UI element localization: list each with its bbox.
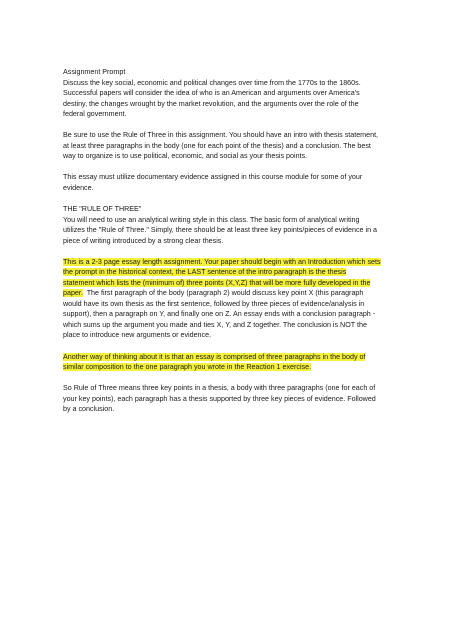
paragraph-another-way <box>63 352 418 373</box>
paragraph-evidence <box>63 172 418 193</box>
text-line <box>63 362 418 373</box>
rule-of-three-heading: THE "RULE OF THREE" <box>63 204 142 213</box>
plain-text: The first paragraph of the body (paragraph 2) would discuss key point X (this paragraph <box>82 289 364 298</box>
highlighted-text: the prompt in the historical context, the LAST sentence of the intro paragraph is the thesis <box>63 268 347 277</box>
text-line: utilizes the "Rule of Three." Simply, there should be at least three key points/pieces of evidence in a <box>63 226 378 235</box>
text-line <box>63 257 418 268</box>
text-line <box>63 352 418 363</box>
highlighted-text: Another way of thinking about it is that an essay is comprised of three paragraphs in the body of <box>63 352 366 361</box>
paragraph-essay-structure <box>63 257 418 341</box>
paragraph-rule-of-three-definition <box>63 204 418 246</box>
text-line: which sums up the argument you made and ties X, Y, and Z together. The conclusion is NOT the <box>63 320 367 329</box>
text-line: place to introduce new arguments or evidence. <box>63 331 212 340</box>
text-line: So Rule of Three means three key points in a thesis, a body with three paragraphs (one for each of <box>63 384 376 393</box>
text-line: Successful papers will consider the idea of who is an American and arguments over America's <box>63 89 360 98</box>
text-line: would have its own thesis as the first sentence, followed by three pieces of evidence/analysis in <box>63 299 365 308</box>
text-line: at least three paragraphs in the body (one for each point of the thesis) and a conclusion. The best <box>63 141 371 150</box>
text-line: support), then a paragraph on Y, and finally one on Z. An essay ends with a conclusion paragraph - <box>63 310 376 319</box>
text-line: You will need to use an analytical writing style in this class. The basic form of analytical writing <box>63 215 360 224</box>
text-line <box>63 278 418 289</box>
paragraph-summary <box>63 383 418 415</box>
text-line <box>63 288 418 299</box>
text-line: This essay must utilize documentary evidence assigned in this course module for some of your <box>63 173 363 182</box>
text-line: evidence. <box>63 183 94 192</box>
paragraph-spacer <box>63 120 418 131</box>
document-body <box>63 67 418 425</box>
paragraph-rule-of-three-usage <box>63 130 418 162</box>
text-line: way to organize is to use political, economic, and social as your thesis points. <box>63 152 308 161</box>
highlighted-text: paper. <box>63 289 83 298</box>
text-line: piece of writing introduced by a strong clear thesis. <box>63 236 224 245</box>
text-line: by a conclusion. <box>63 405 115 414</box>
highlighted-text: statement which lists the (minimum of) three points (X,Y,Z) that will be more fully developed in the <box>63 278 371 287</box>
text-line: your key points), each paragraph has a thesis supported by three key pieces of evidence. Followed <box>63 394 376 403</box>
text-line: federal government. <box>63 110 127 119</box>
highlighted-text: similar composition to the one paragraph you wrote in the Reaction 1 exercise. <box>63 363 312 372</box>
text-line: destiny, the changes wrought by the market revolution, and the arguments over the role of the <box>63 99 359 108</box>
text-line <box>63 267 418 278</box>
text-line: Discuss the key social, economic and political changes over time from the 1770s to the 1860s. <box>63 78 361 87</box>
assignment-heading: Assignment Prompt <box>63 68 126 76</box>
paragraph-intro <box>63 67 418 120</box>
highlighted-text: This is a 2-3 page essay length assignment. Your paper should begin with an Introduction which sets <box>63 257 381 266</box>
text-line: Be sure to use the Rule of Three in this assignment. You should have an intro with thesis statement, <box>63 131 379 140</box>
